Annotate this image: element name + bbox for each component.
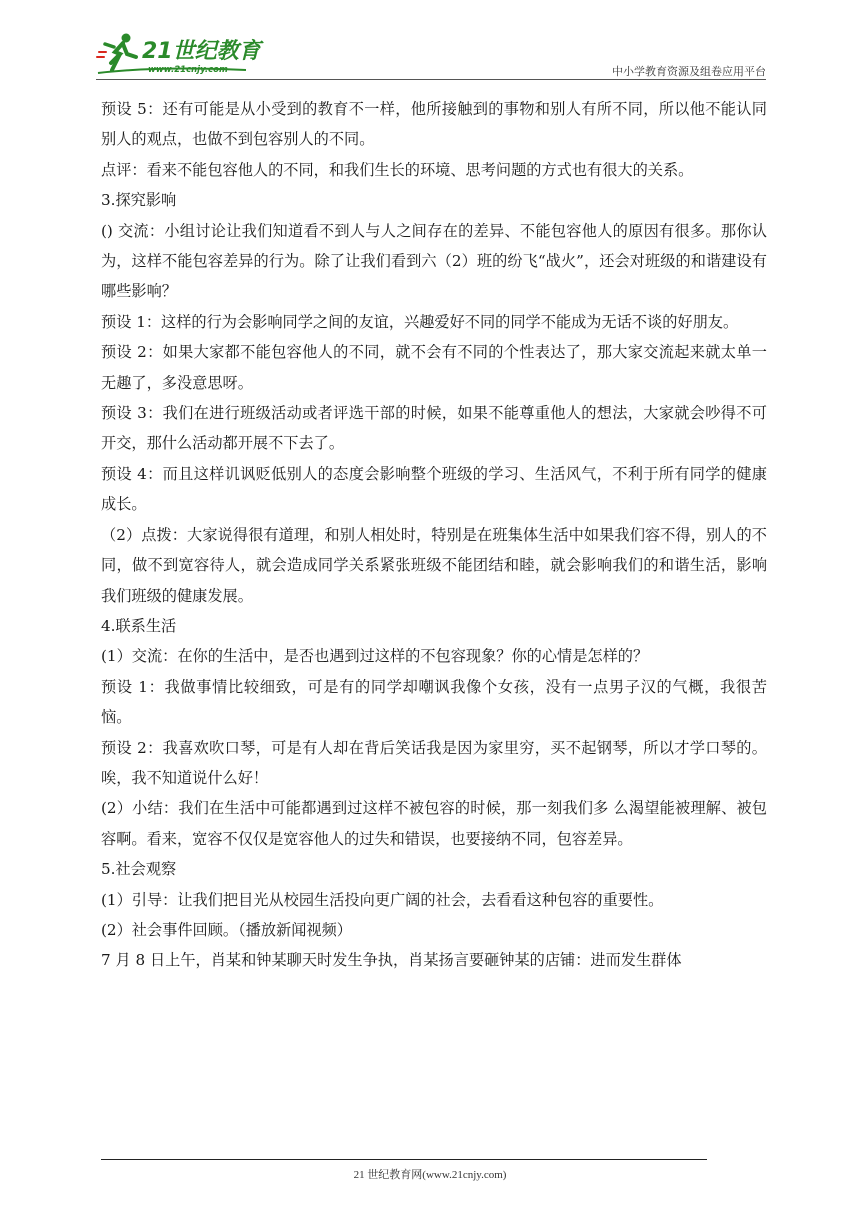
logo-text: 21世纪教育 <box>142 39 261 64</box>
paragraph: 预设 5：还有可能是从小受到的教育不一样，他所接触到的事物和别人有所不同，所以他不能认同别人的观点，也做不到包容别人的不同。 <box>101 100 767 149</box>
paragraph: 预设 1：我做事情比较细致，可是有的同学却嘲讽我像个女孩，没有一点男子汉的气概，我很苦恼。 <box>101 677 767 727</box>
paragraph: (1）交流：在你的生活中，是否也遇到过这样的不包容现象？你的心情是怎样的？ <box>101 647 649 666</box>
runner-icon <box>97 34 136 71</box>
paragraph: 预设 2：如果大家都不能包容他人的不同，就不会有不同的个性表达了，那大家交流起来就太单一无趣了，多没意思呀。 <box>101 343 767 392</box>
paragraph: 预设 1：这样的行为会影响同学之间的友谊，兴趣爱好不同的同学不能成为无话不谈的好朋友。 <box>101 312 739 331</box>
paragraph: 预设 3：我们在进行班级活动或者评选干部的时候，如果不能尊重他人的想法，大家就会吵得不可开交，那什么活动都开展不下去了。 <box>101 404 767 453</box>
paragraph: 7 月 8 日上午，肖某和钟某聊天时发生争执，肖某扬言要砸钟某的店铺：进而发生群体 <box>101 951 682 970</box>
section-heading: 3.探究影响 <box>101 191 177 210</box>
document-body <box>101 94 767 976</box>
page-footer: 21 世纪教育网(www.21cnjy.com) <box>353 1169 507 1181</box>
paragraph: (2）社会事件回顾。（播放新闻视频） <box>101 920 352 939</box>
paragraph: 点评：看来不能包容他人的不同，和我们生长的环境、思考问题的方式也有很大的关系。 <box>101 160 694 179</box>
logo-21cnjy <box>96 30 266 76</box>
page-header <box>96 30 766 78</box>
section-heading: 5.社会观察 <box>101 860 177 879</box>
logo-url: www.21cnjy.com <box>148 65 228 75</box>
paragraph: 预设 2：我喜欢吹口琴，可是有人却在背后笑话我是因为家里穷，买不起钢琴，所以才学口琴的。唉，我不知道说什么好！ <box>101 738 767 787</box>
paragraph: （2）点拨：大家说得很有道理，和别人相处时，特别是在班集体生活中如果我们容不得，别人的不同，做不到宽容待人，就会造成同学关系紧张班级不能团结和睦，就会影响我们的和谐生活，影响我们班级的健康发展。 <box>101 525 767 605</box>
footer-divider <box>101 1159 707 1160</box>
paragraph: 预设 4：而且这样讥讽贬低别人的态度会影响整个班级的学习、生活风气，不利于所有同学的健康成长。 <box>101 464 767 514</box>
paragraph: (2）小结：我们在生活中可能都遇到过这样不被包容的时候，那一刻我们多 么渴望能被理解、被包容啊。看来，宽容不仅仅是宽容他人的过失和错误，也要接纳不同，包容差异。 <box>101 799 767 848</box>
header-divider <box>96 79 766 80</box>
platform-title: 中小学教育资源及组卷应用平台 <box>612 65 766 78</box>
paragraph: (1）引导：让我们把目光从校园生活投向更广阔的社会，去看看这种包容的重要性。 <box>101 890 664 909</box>
section-heading: 4.联系生活 <box>101 616 177 635</box>
paragraph: () 交流：小组讨论让我们知道看不到人与人之间存在的差异、不能包容他人的原因有很多。那你认为，这样不能包容差异的行为。除了让我们看到六（2）班的纷飞“战火”，还会对班级的和谐建设有哪些影响？ <box>101 221 767 301</box>
